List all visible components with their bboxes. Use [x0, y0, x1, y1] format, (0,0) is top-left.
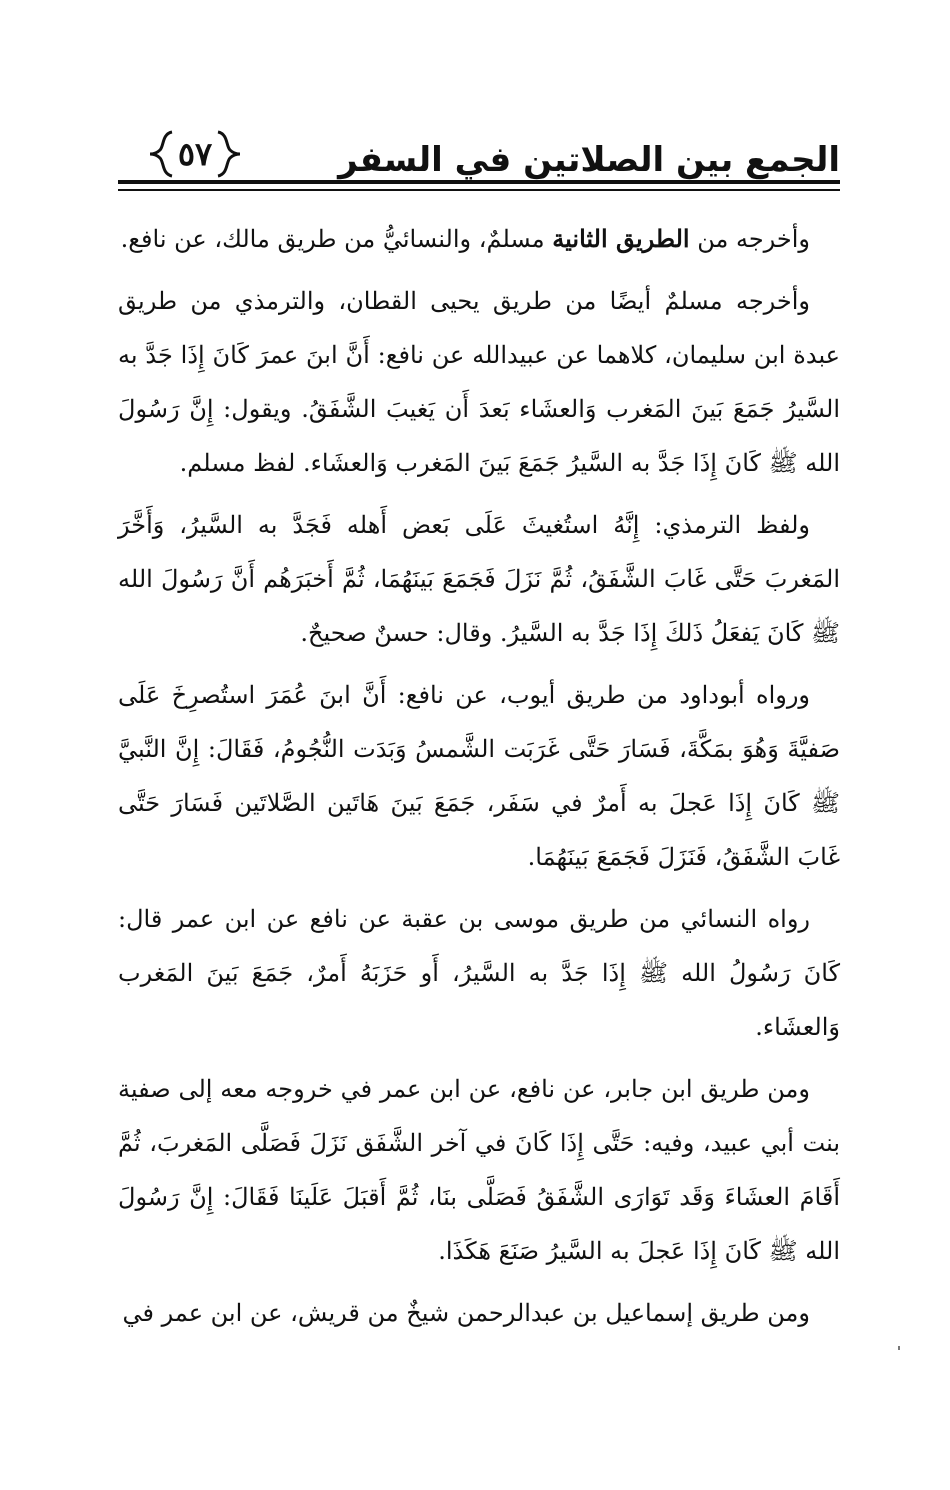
main-text: [118, 212, 840, 1348]
margin-speck: [898, 1346, 900, 1350]
paragraph-3: ولفظ الترمذي: إِنَّهُ استُغيثَ عَلَى بَعض أَهله فَجَدَّ به السَّيرُ، وَأَخَّرَ المَغربَ حَتَّى غَابَ الشَّفَقُ، ثُمَّ نَزَلَ فَجَمَعَ بَينَهُمَا، ثُمَّ أَخبَرَهُم أَنَّ رَسُولَ الله ﷺ كَانَ يَفعَلُ ذَلكَ إِذَا جَدَّ به السَّيرُ. وقال: حسنٌ صحيحٌ.: [118, 511, 840, 647]
paragraph-7: ومن طريق إسماعيل بن عبدالرحمن شيخٌ من قريش، عن ابن عمر في: [122, 1299, 810, 1327]
paragraph-1: [118, 212, 840, 266]
paragraph-1-bold: الطريق الثانية: [552, 224, 690, 253]
paragraph-6: ومن طريق ابن جابر، عن نافع، عن ابن عمر في خروجه معه إلى صفية بنت أبي عبيد، وفيه: حَتَّى إِذَا كَانَ في آخر الشَّفَق نَزَلَ فَصَلَّى المَغربَ، ثُمَّ أَقَامَ العشَاءَ وَقَد تَوَارَى الشَّفَقُ فَصَلَّى بنَا، ثُمَّ أَقبَلَ عَلَينَا فَقَالَ: إِنَّ رَسُولَ الله ﷺ كَانَ إِذَا عَجلَ به السَّيرُ صَنَعَ هَكَذَا.: [118, 1075, 840, 1265]
page-header: [118, 118, 840, 198]
paragraph-1-lead: وأخرجه من: [689, 225, 810, 253]
paragraph-1-tail: مسلمٌ، والنسائيُّ من طريق مالك، عن نافع.: [120, 225, 553, 253]
paragraph-4: ورواه أبوداود من طريق أيوب، عن نافع: أَنَّ ابنَ عُمَرَ استُصرِخَ عَلَى صَفيَّةَ وَهُوَ بمَكَّةَ، فَسَارَ حَتَّى غَرَبَت الشَّمسُ وَبَدَت النُّجُومُ، فَقَالَ: إِنَّ النَّبيَّ ﷺ كَانَ إِذَا عَجلَ به أَمرٌ في سَفَر، جَمَعَ بَينَ هَاتَين الصَّلاتَين فَسَارَ حَتَّى غَابَ الشَّفَقُ، فَنَزَلَ فَجَمَعَ بَينَهُمَا.: [118, 681, 840, 871]
header-rule-thin: [118, 189, 840, 191]
paragraph-5: رواه النسائي من طريق موسى بن عقبة عن نافع عن ابن عمر قال: كَانَ رَسُولُ الله ﷺ إِذَا جَدَّ به السَّيرُ، أَو حَزَبَهُ أَمرٌ، جَمَعَ بَينَ المَغرب وَالعشَاء.: [118, 905, 840, 1041]
paragraph-2: وأخرجه مسلمٌ أيضًا من طريق يحيى القطان، والترمذي من طريق عبدة ابن سليمان، كلاهما عن عبيدالله عن نافع: أَنَّ ابنَ عمرَ كَانَ إِذَا جَدَّ به السَّيرُ جَمَعَ بَينَ المَغرب وَالعشَاء بَعدَ أَن يَغيبَ الشَّفَقُ. ويقول: إِنَّ رَسُولَ الله ﷺ كَانَ إِذَا جَدَّ به السَّيرُ جَمَعَ بَينَ المَغرب وَالعشَاء. لفظ مسلم.: [118, 287, 840, 477]
running-title: الجمع بين الصلاتين في السفر: [338, 140, 840, 180]
header-rule-thick: [118, 180, 840, 184]
page-number: ٥٧: [177, 135, 213, 173]
page-number-ornament: [148, 128, 242, 180]
